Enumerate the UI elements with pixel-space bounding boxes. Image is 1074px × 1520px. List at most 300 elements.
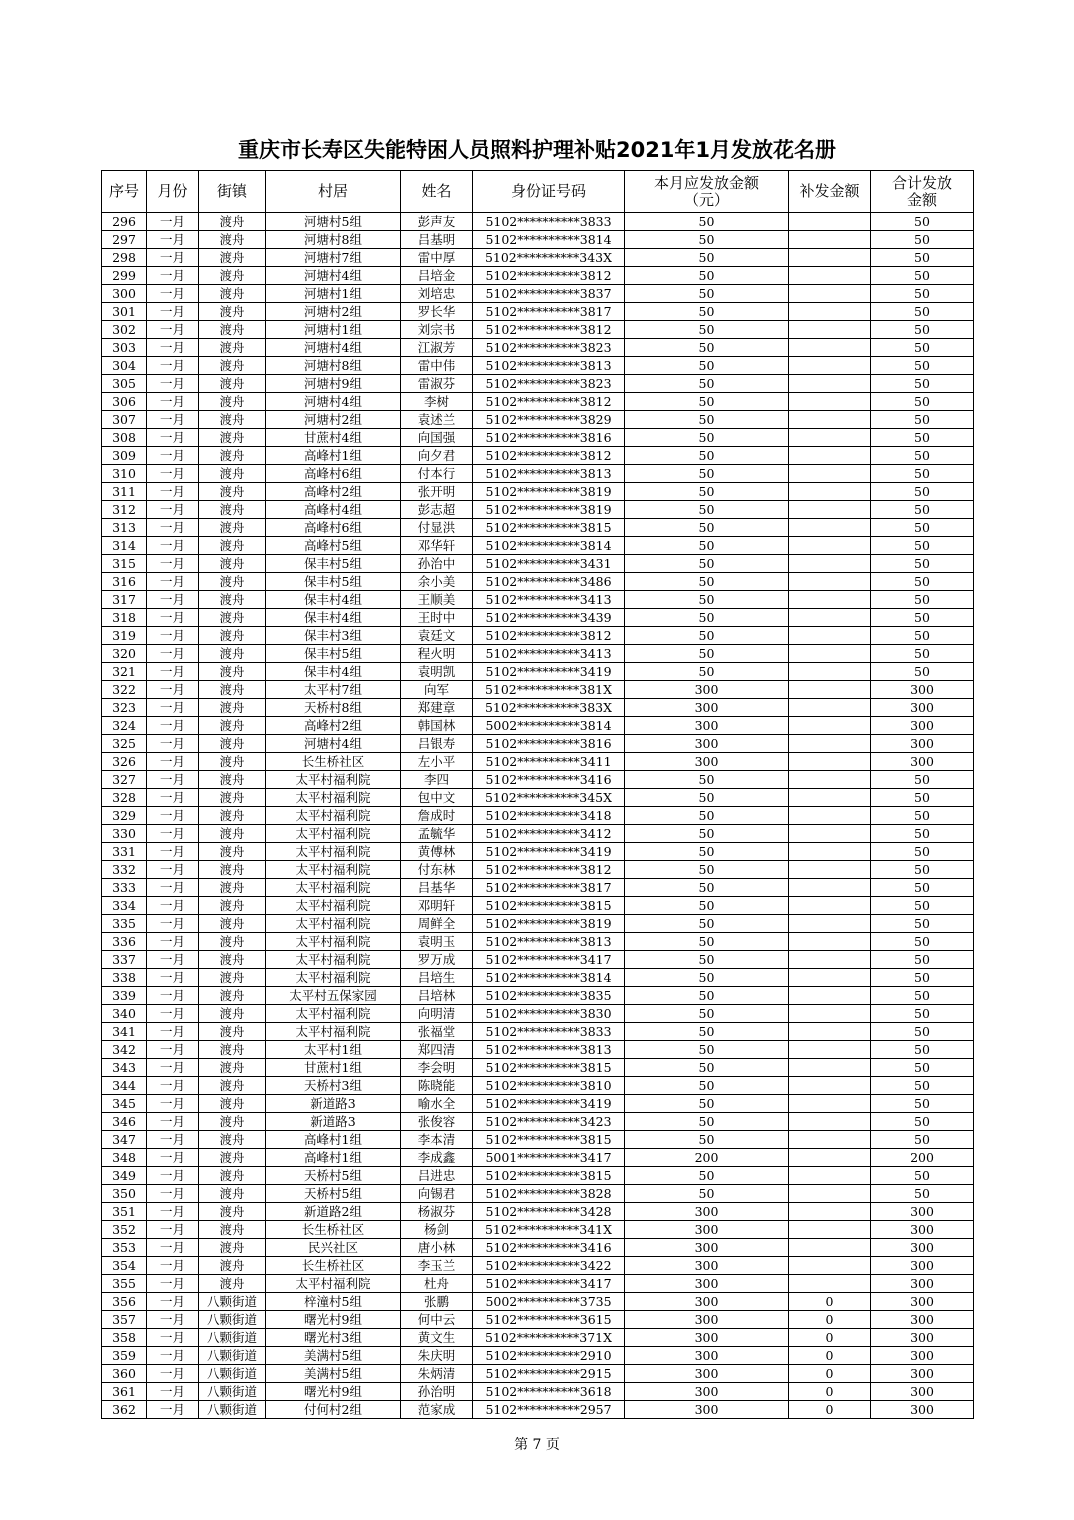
cell-name: 吕银寿 (401, 735, 473, 753)
header-due-amount-line1: 本月应发放金额 (653, 173, 759, 192)
cell-due-amount: 50 (625, 897, 789, 915)
cell-month: 一月 (147, 645, 199, 663)
cell-total-amount: 50 (871, 321, 974, 339)
cell-name: 向军 (401, 681, 473, 699)
cell-month: 一月 (147, 1149, 199, 1167)
cell-name: 李四 (401, 771, 473, 789)
cell-seq: 301 (102, 303, 147, 321)
cell-street: 八颗街道 (199, 1383, 266, 1401)
cell-due-amount: 300 (625, 1293, 789, 1311)
cell-seq: 312 (102, 501, 147, 519)
cell-street: 渡舟 (199, 861, 266, 879)
cell-supplementary (789, 231, 871, 249)
cell-seq: 311 (102, 483, 147, 501)
cell-name: 雷中厚 (401, 249, 473, 267)
cell-village: 高峰村4组 (266, 501, 401, 519)
header-id-number: 身份证号码 (473, 171, 625, 213)
cell-month: 一月 (147, 573, 199, 591)
cell-village: 保丰村4组 (266, 591, 401, 609)
cell-month: 一月 (147, 753, 199, 771)
cell-total-amount: 300 (871, 1365, 974, 1383)
cell-due-amount: 50 (625, 303, 789, 321)
cell-supplementary: 0 (789, 1329, 871, 1347)
cell-month: 一月 (147, 1185, 199, 1203)
cell-id-number: 5102**********3419 (473, 663, 625, 681)
cell-seq: 319 (102, 627, 147, 645)
cell-supplementary (789, 951, 871, 969)
cell-supplementary (789, 1131, 871, 1149)
cell-street: 渡舟 (199, 591, 266, 609)
table-row (102, 357, 974, 375)
cell-supplementary (789, 861, 871, 879)
cell-village: 河塘村4组 (266, 339, 401, 357)
cell-total-amount: 50 (871, 1023, 974, 1041)
cell-name: 向明清 (401, 1005, 473, 1023)
cell-village: 长生桥社区 (266, 1221, 401, 1239)
cell-total-amount: 50 (871, 501, 974, 519)
cell-name: 吕培林 (401, 987, 473, 1005)
cell-village: 付何村2组 (266, 1401, 401, 1419)
cell-supplementary (789, 933, 871, 951)
cell-name: 余小美 (401, 573, 473, 591)
cell-street: 渡舟 (199, 573, 266, 591)
cell-id-number: 5102**********3815 (473, 1131, 625, 1149)
cell-total-amount: 50 (871, 537, 974, 555)
cell-due-amount: 50 (625, 1095, 789, 1113)
cell-due-amount: 50 (625, 645, 789, 663)
cell-supplementary (789, 1041, 871, 1059)
cell-supplementary (789, 825, 871, 843)
table-row (102, 897, 974, 915)
cell-month: 一月 (147, 1167, 199, 1185)
cell-total-amount: 50 (871, 789, 974, 807)
cell-supplementary (789, 609, 871, 627)
cell-supplementary (789, 1059, 871, 1077)
cell-total-amount: 300 (871, 753, 974, 771)
cell-village: 河塘村2组 (266, 411, 401, 429)
cell-id-number: 5102**********3817 (473, 303, 625, 321)
cell-id-number: 5102**********3422 (473, 1257, 625, 1275)
cell-seq: 317 (102, 591, 147, 609)
cell-seq: 306 (102, 393, 147, 411)
cell-month: 一月 (147, 303, 199, 321)
cell-supplementary (789, 357, 871, 375)
cell-village: 太平村福利院 (266, 897, 401, 915)
table-row (102, 483, 974, 501)
cell-name: 刘宗书 (401, 321, 473, 339)
cell-id-number: 5102**********3615 (473, 1311, 625, 1329)
cell-month: 一月 (147, 321, 199, 339)
cell-supplementary (789, 663, 871, 681)
cell-total-amount: 50 (871, 627, 974, 645)
cell-total-amount: 300 (871, 1311, 974, 1329)
cell-due-amount: 300 (625, 1347, 789, 1365)
table-row (102, 879, 974, 897)
cell-due-amount: 300 (625, 1383, 789, 1401)
cell-total-amount: 300 (871, 699, 974, 717)
cell-supplementary (789, 1221, 871, 1239)
table-row (102, 1113, 974, 1131)
cell-village: 太平村福利院 (266, 879, 401, 897)
cell-due-amount: 50 (625, 663, 789, 681)
cell-month: 一月 (147, 1077, 199, 1095)
header-total-amount-line2: 金额 (906, 190, 937, 209)
cell-total-amount: 50 (871, 357, 974, 375)
cell-street: 渡舟 (199, 303, 266, 321)
cell-due-amount: 50 (625, 357, 789, 375)
cell-due-amount: 300 (625, 681, 789, 699)
cell-month: 一月 (147, 285, 199, 303)
cell-supplementary (789, 591, 871, 609)
cell-due-amount: 300 (625, 753, 789, 771)
cell-id-number: 5102**********3810 (473, 1077, 625, 1095)
cell-supplementary (789, 1257, 871, 1275)
cell-total-amount: 300 (871, 1347, 974, 1365)
cell-due-amount: 50 (625, 429, 789, 447)
cell-due-amount: 50 (625, 411, 789, 429)
cell-due-amount: 50 (625, 1059, 789, 1077)
cell-street: 渡舟 (199, 1113, 266, 1131)
cell-name: 雷中伟 (401, 357, 473, 375)
cell-village: 保丰村4组 (266, 663, 401, 681)
cell-month: 一月 (147, 393, 199, 411)
cell-village: 太平村7组 (266, 681, 401, 699)
table-row (102, 501, 974, 519)
cell-month: 一月 (147, 1365, 199, 1383)
cell-month: 一月 (147, 933, 199, 951)
cell-name: 张鹏 (401, 1293, 473, 1311)
cell-id-number: 5102**********345X (473, 789, 625, 807)
cell-street: 八颗街道 (199, 1365, 266, 1383)
cell-total-amount: 50 (871, 339, 974, 357)
cell-village: 太平村五保家园 (266, 987, 401, 1005)
cell-total-amount: 300 (871, 1275, 974, 1293)
cell-seq: 310 (102, 465, 147, 483)
cell-month: 一月 (147, 1383, 199, 1401)
cell-due-amount: 50 (625, 267, 789, 285)
cell-due-amount: 300 (625, 1365, 789, 1383)
cell-due-amount: 50 (625, 465, 789, 483)
cell-name: 张福堂 (401, 1023, 473, 1041)
cell-village: 高峰村1组 (266, 1131, 401, 1149)
cell-supplementary (789, 771, 871, 789)
cell-month: 一月 (147, 1095, 199, 1113)
cell-seq: 298 (102, 249, 147, 267)
cell-due-amount: 50 (625, 807, 789, 825)
cell-street: 渡舟 (199, 1005, 266, 1023)
cell-due-amount: 50 (625, 1005, 789, 1023)
cell-id-number: 5102**********3812 (473, 321, 625, 339)
cell-supplementary (789, 897, 871, 915)
cell-month: 一月 (147, 951, 199, 969)
cell-total-amount: 300 (871, 1203, 974, 1221)
cell-total-amount: 50 (871, 843, 974, 861)
cell-name: 雷淑芬 (401, 375, 473, 393)
cell-due-amount: 50 (625, 1167, 789, 1185)
cell-seq: 344 (102, 1077, 147, 1095)
table-row (102, 717, 974, 735)
cell-village: 保丰村5组 (266, 573, 401, 591)
cell-total-amount: 50 (871, 1095, 974, 1113)
cell-name: 程火明 (401, 645, 473, 663)
cell-due-amount: 50 (625, 933, 789, 951)
cell-month: 一月 (147, 1293, 199, 1311)
cell-street: 渡舟 (199, 681, 266, 699)
cell-seq: 351 (102, 1203, 147, 1221)
cell-month: 一月 (147, 771, 199, 789)
cell-total-amount: 50 (871, 663, 974, 681)
cell-month: 一月 (147, 249, 199, 267)
cell-seq: 343 (102, 1059, 147, 1077)
table-row (102, 519, 974, 537)
header-total-amount-line1: 合计发放 (891, 173, 952, 192)
cell-id-number: 5102**********3814 (473, 231, 625, 249)
cell-name: 韩国林 (401, 717, 473, 735)
cell-seq: 314 (102, 537, 147, 555)
cell-street: 渡舟 (199, 1095, 266, 1113)
cell-id-number: 5102**********3812 (473, 267, 625, 285)
cell-street: 渡舟 (199, 411, 266, 429)
cell-id-number: 5102**********3813 (473, 357, 625, 375)
cell-supplementary (789, 915, 871, 933)
cell-street: 渡舟 (199, 1149, 266, 1167)
cell-street: 渡舟 (199, 1203, 266, 1221)
cell-street: 渡舟 (199, 627, 266, 645)
cell-street: 渡舟 (199, 879, 266, 897)
cell-id-number: 5102**********3816 (473, 735, 625, 753)
cell-street: 渡舟 (199, 1059, 266, 1077)
cell-id-number: 5002**********3814 (473, 717, 625, 735)
cell-seq: 359 (102, 1347, 147, 1365)
cell-total-amount: 50 (871, 609, 974, 627)
cell-seq: 334 (102, 897, 147, 915)
table-row (102, 447, 974, 465)
table-row (102, 1185, 974, 1203)
cell-due-amount: 50 (625, 609, 789, 627)
cell-supplementary (789, 1113, 871, 1131)
cell-month: 一月 (147, 879, 199, 897)
cell-id-number: 5102**********3417 (473, 951, 625, 969)
cell-seq: 360 (102, 1365, 147, 1383)
table-row (102, 465, 974, 483)
table-row (102, 807, 974, 825)
cell-street: 渡舟 (199, 699, 266, 717)
cell-seq: 357 (102, 1311, 147, 1329)
cell-due-amount: 50 (625, 789, 789, 807)
cell-month: 一月 (147, 1131, 199, 1149)
cell-street: 渡舟 (199, 825, 266, 843)
cell-name: 江淑芳 (401, 339, 473, 357)
cell-month: 一月 (147, 861, 199, 879)
cell-seq: 348 (102, 1149, 147, 1167)
cell-supplementary (789, 789, 871, 807)
cell-name: 杨剑 (401, 1221, 473, 1239)
cell-seq: 342 (102, 1041, 147, 1059)
table-row (102, 231, 974, 249)
cell-due-amount: 300 (625, 735, 789, 753)
cell-total-amount: 200 (871, 1149, 974, 1167)
cell-total-amount: 50 (871, 1059, 974, 1077)
header-month: 月份 (147, 171, 199, 213)
cell-total-amount: 50 (871, 933, 974, 951)
cell-seq: 325 (102, 735, 147, 753)
cell-village: 新道路3 (266, 1113, 401, 1131)
cell-total-amount: 300 (871, 1257, 974, 1275)
cell-seq: 305 (102, 375, 147, 393)
cell-month: 一月 (147, 1041, 199, 1059)
cell-supplementary (789, 1077, 871, 1095)
cell-street: 渡舟 (199, 897, 266, 915)
cell-due-amount: 50 (625, 771, 789, 789)
table-row (102, 789, 974, 807)
cell-id-number: 5102**********3815 (473, 519, 625, 537)
roster-table (101, 170, 974, 1419)
cell-seq: 333 (102, 879, 147, 897)
cell-due-amount: 50 (625, 861, 789, 879)
cell-seq: 350 (102, 1185, 147, 1203)
cell-due-amount: 50 (625, 843, 789, 861)
cell-month: 一月 (147, 897, 199, 915)
cell-seq: 354 (102, 1257, 147, 1275)
cell-name: 王顺美 (401, 591, 473, 609)
cell-total-amount: 50 (871, 915, 974, 933)
cell-name: 李会明 (401, 1059, 473, 1077)
cell-seq: 304 (102, 357, 147, 375)
cell-name: 喻水全 (401, 1095, 473, 1113)
cell-village: 梓潼村5组 (266, 1293, 401, 1311)
cell-seq: 337 (102, 951, 147, 969)
cell-street: 渡舟 (199, 429, 266, 447)
cell-due-amount: 50 (625, 537, 789, 555)
cell-id-number: 5102**********343X (473, 249, 625, 267)
cell-village: 太平村福利院 (266, 861, 401, 879)
cell-street: 渡舟 (199, 1077, 266, 1095)
cell-id-number: 5102**********3815 (473, 897, 625, 915)
cell-name: 李玉兰 (401, 1257, 473, 1275)
cell-name: 吕基明 (401, 231, 473, 249)
cell-name: 杨淑芬 (401, 1203, 473, 1221)
cell-id-number: 5102**********3814 (473, 537, 625, 555)
page-number: 第 7 页 (514, 1437, 560, 1453)
cell-village: 河塘村4组 (266, 393, 401, 411)
cell-id-number: 5102**********3813 (473, 1041, 625, 1059)
cell-supplementary (789, 1149, 871, 1167)
cell-month: 一月 (147, 1203, 199, 1221)
table-row (102, 321, 974, 339)
table-row (102, 1239, 974, 1257)
cell-id-number: 5102**********3812 (473, 447, 625, 465)
cell-due-amount: 300 (625, 1203, 789, 1221)
cell-village: 长生桥社区 (266, 1257, 401, 1275)
cell-id-number: 5102**********3833 (473, 213, 625, 231)
cell-street: 八颗街道 (199, 1347, 266, 1365)
cell-month: 一月 (147, 1059, 199, 1077)
cell-total-amount: 50 (871, 267, 974, 285)
cell-id-number: 5102**********2957 (473, 1401, 625, 1419)
cell-name: 吕基华 (401, 879, 473, 897)
cell-street: 渡舟 (199, 555, 266, 573)
cell-street: 渡舟 (199, 537, 266, 555)
cell-due-amount: 50 (625, 951, 789, 969)
cell-street: 渡舟 (199, 339, 266, 357)
cell-id-number: 5102**********3411 (473, 753, 625, 771)
cell-id-number: 5102**********3819 (473, 501, 625, 519)
cell-village: 曙光村9组 (266, 1383, 401, 1401)
cell-month: 一月 (147, 429, 199, 447)
cell-seq: 358 (102, 1329, 147, 1347)
cell-id-number: 5002**********3735 (473, 1293, 625, 1311)
cell-village: 太平村福利院 (266, 843, 401, 861)
cell-due-amount: 50 (625, 393, 789, 411)
cell-name: 郑建章 (401, 699, 473, 717)
table-row (102, 969, 974, 987)
cell-total-amount: 50 (871, 1041, 974, 1059)
table-row (102, 951, 974, 969)
cell-village: 天桥村5组 (266, 1167, 401, 1185)
cell-street: 八颗街道 (199, 1401, 266, 1419)
cell-village: 河塘村7组 (266, 249, 401, 267)
cell-street: 渡舟 (199, 321, 266, 339)
cell-seq: 323 (102, 699, 147, 717)
cell-name: 张俊容 (401, 1113, 473, 1131)
cell-id-number: 5102**********3423 (473, 1113, 625, 1131)
cell-name: 周鲜全 (401, 915, 473, 933)
cell-name: 罗万成 (401, 951, 473, 969)
cell-street: 渡舟 (199, 1185, 266, 1203)
cell-month: 一月 (147, 609, 199, 627)
cell-supplementary (789, 1167, 871, 1185)
cell-total-amount: 300 (871, 1401, 974, 1419)
cell-supplementary (789, 573, 871, 591)
table-row (102, 1077, 974, 1095)
cell-due-amount: 50 (625, 339, 789, 357)
cell-total-amount: 50 (871, 555, 974, 573)
cell-village: 河塘村8组 (266, 231, 401, 249)
cell-street: 渡舟 (199, 465, 266, 483)
cell-name: 刘培忠 (401, 285, 473, 303)
cell-name: 左小平 (401, 753, 473, 771)
cell-total-amount: 300 (871, 1329, 974, 1347)
document-title: 重庆市长寿区失能特困人员照料护理补贴2021年1月发放花名册 (237, 138, 837, 162)
cell-total-amount: 300 (871, 717, 974, 735)
cell-supplementary (789, 969, 871, 987)
cell-month: 一月 (147, 969, 199, 987)
cell-village: 太平村福利院 (266, 1005, 401, 1023)
table-row (102, 339, 974, 357)
table-row (102, 1221, 974, 1239)
cell-supplementary (789, 735, 871, 753)
cell-id-number: 5102**********3413 (473, 645, 625, 663)
table-row (102, 609, 974, 627)
cell-supplementary: 0 (789, 1365, 871, 1383)
cell-name: 邓明轩 (401, 897, 473, 915)
cell-due-amount: 300 (625, 1275, 789, 1293)
table-row (102, 1329, 974, 1347)
cell-village: 高峰村6组 (266, 465, 401, 483)
cell-id-number: 5102**********3819 (473, 483, 625, 501)
table-row (102, 825, 974, 843)
cell-supplementary (789, 213, 871, 231)
cell-supplementary (789, 1185, 871, 1203)
table-row (102, 753, 974, 771)
cell-name: 彭声友 (401, 213, 473, 231)
cell-name: 袁明凯 (401, 663, 473, 681)
cell-month: 一月 (147, 1221, 199, 1239)
cell-seq: 329 (102, 807, 147, 825)
cell-due-amount: 50 (625, 573, 789, 591)
cell-name: 范家成 (401, 1401, 473, 1419)
cell-due-amount: 50 (625, 249, 789, 267)
